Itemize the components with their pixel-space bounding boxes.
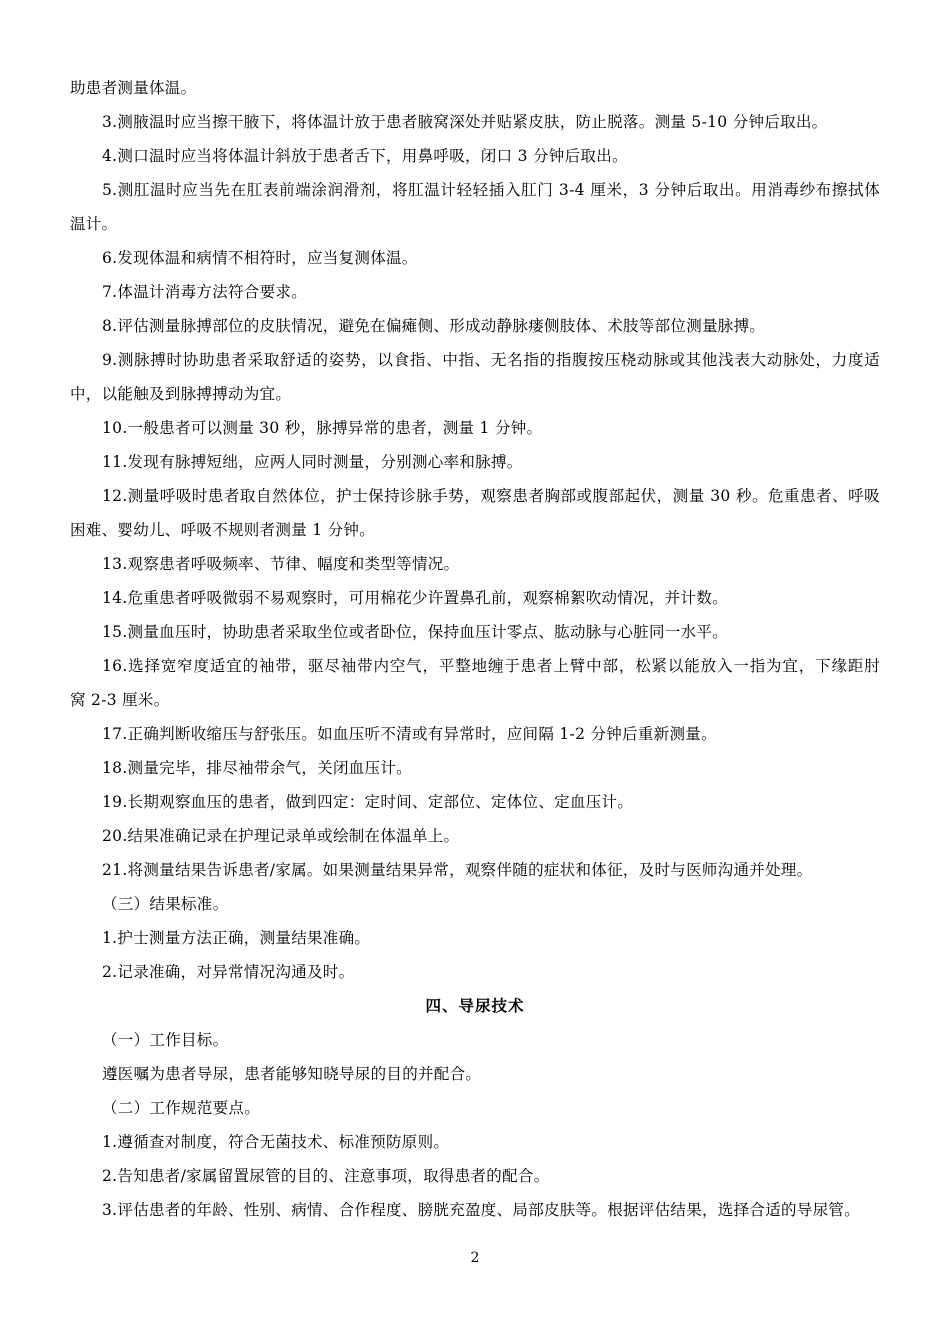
paragraph-line: 12.测量呼吸时患者取自然体位，护士保持诊脉手势，观察患者胸部或腹部起伏，测量 30 秒。危重患者、呼吸 <box>102 487 880 505</box>
paragraph-line: 困难、婴幼儿、呼吸不规则者测量 1 分钟。 <box>70 521 376 539</box>
section-heading: 四、导尿技术 <box>425 997 525 1015</box>
paragraph-line: 1.护士测量方法正确，测量结果准确。 <box>102 929 371 947</box>
document-body <box>70 71 880 1227</box>
paragraph-line: 窝 2-3 厘米。 <box>70 691 170 709</box>
paragraph-line: 遵医嘱为患者导尿，患者能够知晓导尿的目的并配合。 <box>102 1065 482 1083</box>
paragraph-line: 16.选择宽窄度适宜的袖带，驱尽袖带内空气，平整地缠于患者上臂中部，松紧以能放入一指为宜，下缘距肘 <box>102 657 880 675</box>
paragraph-line: 21.将测量结果告诉患者/家属。如果测量结果异常，观察伴随的症状和体征，及时与医师沟通并处理。 <box>102 861 813 879</box>
paragraph-line: 17.正确判断收缩压与舒张压。如血压听不清或有异常时，应间隔 1-2 分钟后重新测量。 <box>102 725 717 743</box>
paragraph-line: 11.发现有脉搏短绌，应两人同时测量，分别测心率和脉搏。 <box>102 453 523 471</box>
paragraph-line: 18.测量完毕，排尽袖带余气，关闭血压计。 <box>102 759 412 777</box>
paragraph-line: 4.测口温时应当将体温计斜放于患者舌下，用鼻呼吸，闭口 3 分钟后取出。 <box>102 147 628 165</box>
paragraph-line: 10.一般患者可以测量 30 秒，脉搏异常的患者，测量 1 分钟。 <box>102 419 543 437</box>
subsection-heading: （二）工作规范要点。 <box>102 1099 261 1117</box>
paragraph-line: 中，以能触及到脉搏搏动为宜。 <box>70 385 292 403</box>
paragraph-line: 助患者测量体温。 <box>70 79 197 97</box>
paragraph-line: 5.测肛温时应当先在肛表前端涂润滑剂，将肛温计轻轻插入肛门 3-4 厘米，3 分钟后取出。用消毒纱布擦拭体 <box>102 181 880 199</box>
paragraph-line: 13.观察患者呼吸频率、节律、幅度和类型等情况。 <box>102 555 460 573</box>
page-number: 2 <box>470 1250 480 1266</box>
paragraph-line: 3.测腋温时应当擦干腋下，将体温计放于患者腋窝深处并贴紧皮肤，防止脱落。测量 5-10 分钟后取出。 <box>102 113 828 131</box>
paragraph-line: 7.体温计消毒方法符合要求。 <box>102 283 307 301</box>
paragraph-line: 14.危重患者呼吸微弱不易观察时，可用棉花少许置鼻孔前，观察棉絮吹动情况，并计数。 <box>102 589 728 607</box>
paragraph-line: 19.长期观察血压的患者，做到四定：定时间、定部位、定体位、定血压计。 <box>102 793 634 811</box>
paragraph-line: 1.遵循查对制度，符合无菌技术、标准预防原则。 <box>102 1133 450 1151</box>
subsection-heading: （一）工作目标。 <box>102 1031 229 1049</box>
paragraph-line: 15.测量血压时，协助患者采取坐位或者卧位，保持血压计零点、肱动脉与心脏同一水平。 <box>102 623 728 641</box>
paragraph-line: 9.测脉搏时协助患者采取舒适的姿势，以食指、中指、无名指的指腹按压桡动脉或其他浅表大动脉处，力度适 <box>102 351 880 369</box>
paragraph-line: 3.评估患者的年龄、性别、病情、合作程度、膀胱充盈度、局部皮肤等。根据评估结果，选择合适的导尿管。 <box>102 1201 860 1219</box>
paragraph-line: 8.评估测量脉搏部位的皮肤情况，避免在偏瘫侧、形成动静脉瘘侧肢体、术肢等部位测量脉搏。 <box>102 317 766 335</box>
paragraph-line: 温计。 <box>70 215 118 233</box>
paragraph-line: 2.记录准确，对异常情况沟通及时。 <box>102 963 355 981</box>
paragraph-line: 20.结果准确记录在护理记录单或绘制在体温单上。 <box>102 827 460 845</box>
subsection-heading: （三）结果标准。 <box>102 895 229 913</box>
paragraph-line: 6.发现体温和病情不相符时，应当复测体温。 <box>102 249 418 267</box>
paragraph-line: 2.告知患者/家属留置尿管的目的、注意事项，取得患者的配合。 <box>102 1167 550 1185</box>
